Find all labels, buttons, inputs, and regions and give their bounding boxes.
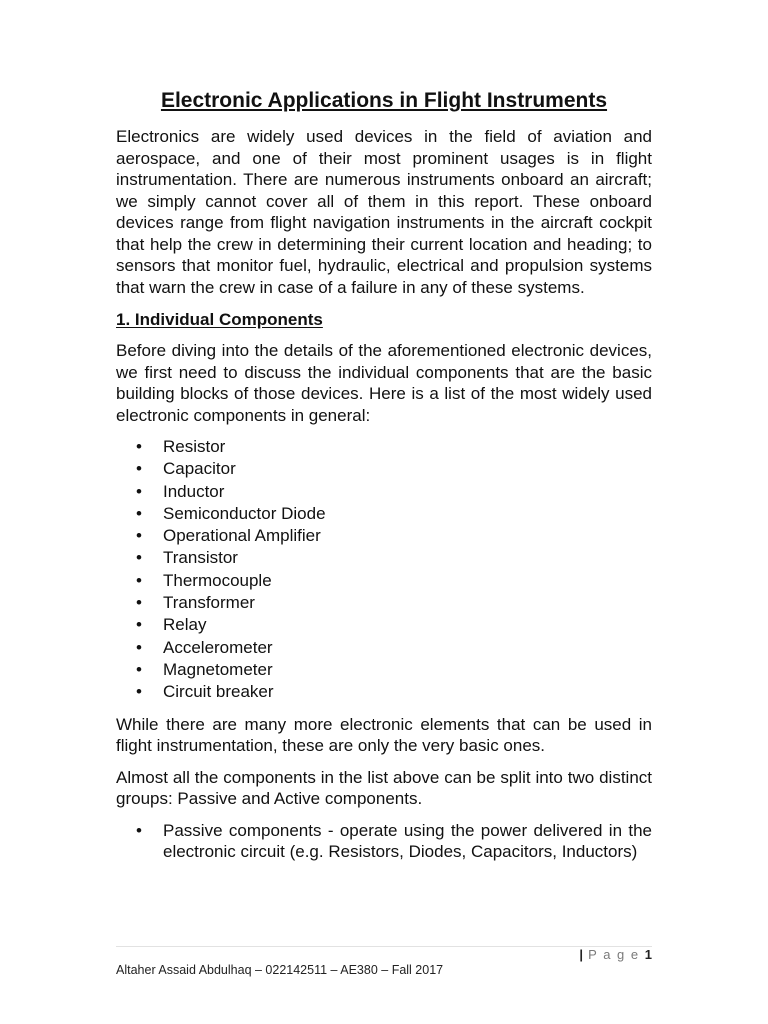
document-title: Electronic Applications in Flight Instruments — [160, 89, 608, 112]
components-list — [116, 436, 652, 704]
page-content — [116, 84, 652, 873]
section-heading-individual-components: 1. Individual Components — [116, 310, 323, 329]
intro-paragraph: Electronics are widely used devices in the field of aviation and aerospace, and one of their most prominent usages is in flight instrumentation. There are numerous instruments onboard an aircraft; we simply cannot cover all of them in this report. These onboard devices range from flight navigation instruments in the aircraft cockpit that help the crew in determining their current location and heading; to sensors that monitor fuel, hydraulic, electrical and propulsion systems that warn the crew in case of a failure in any of these systems. — [116, 127, 652, 297]
groups-list — [116, 820, 652, 863]
page-label: P a g e — [588, 947, 640, 962]
list-item: • Resistor — [116, 436, 652, 458]
list-item: • Operational Amplifier — [116, 525, 652, 547]
list-item: • Accelerometer — [116, 637, 652, 659]
section1-paragraph: Before diving into the details of the aforementioned electronic devices, we first need to discuss the individual components that are the basic building blocks of those devices. Here is a list of the most widely used electronic components in general: — [116, 341, 652, 425]
footer-author-line: Altaher Assaid Abdulhaq – 022142511 – AE380 – Fall 2017 — [116, 963, 444, 977]
page-number-label — [579, 947, 652, 962]
list-item: • Magnetometer — [116, 659, 652, 681]
list-item: • Semiconductor Diode — [116, 503, 652, 525]
list-item: • Transformer — [116, 592, 652, 614]
list-item-passive-components: • Passive components - operate using the power delivered in the electronic circuit (e.g. Resistors, Diodes, Capacitors, Inductors) — [116, 820, 652, 863]
groups-paragraph: Almost all the components in the list above can be split into two distinct groups: Passive and Active components. — [116, 767, 652, 809]
list-item: • Transistor — [116, 547, 652, 569]
footer-divider — [116, 946, 652, 947]
page-number-bar: | — [579, 947, 584, 962]
page-number: 1 — [644, 947, 652, 962]
list-item: • Inductor — [116, 481, 652, 503]
list-item: • Circuit breaker — [116, 681, 652, 703]
list-item: • Capacitor — [116, 458, 652, 480]
list-item: • Relay — [116, 614, 652, 636]
list-item: • Thermocouple — [116, 570, 652, 592]
paragraph-after-list: While there are many more electronic elements that can be used in flight instrumentation, these are only the very basic ones. — [116, 714, 652, 756]
